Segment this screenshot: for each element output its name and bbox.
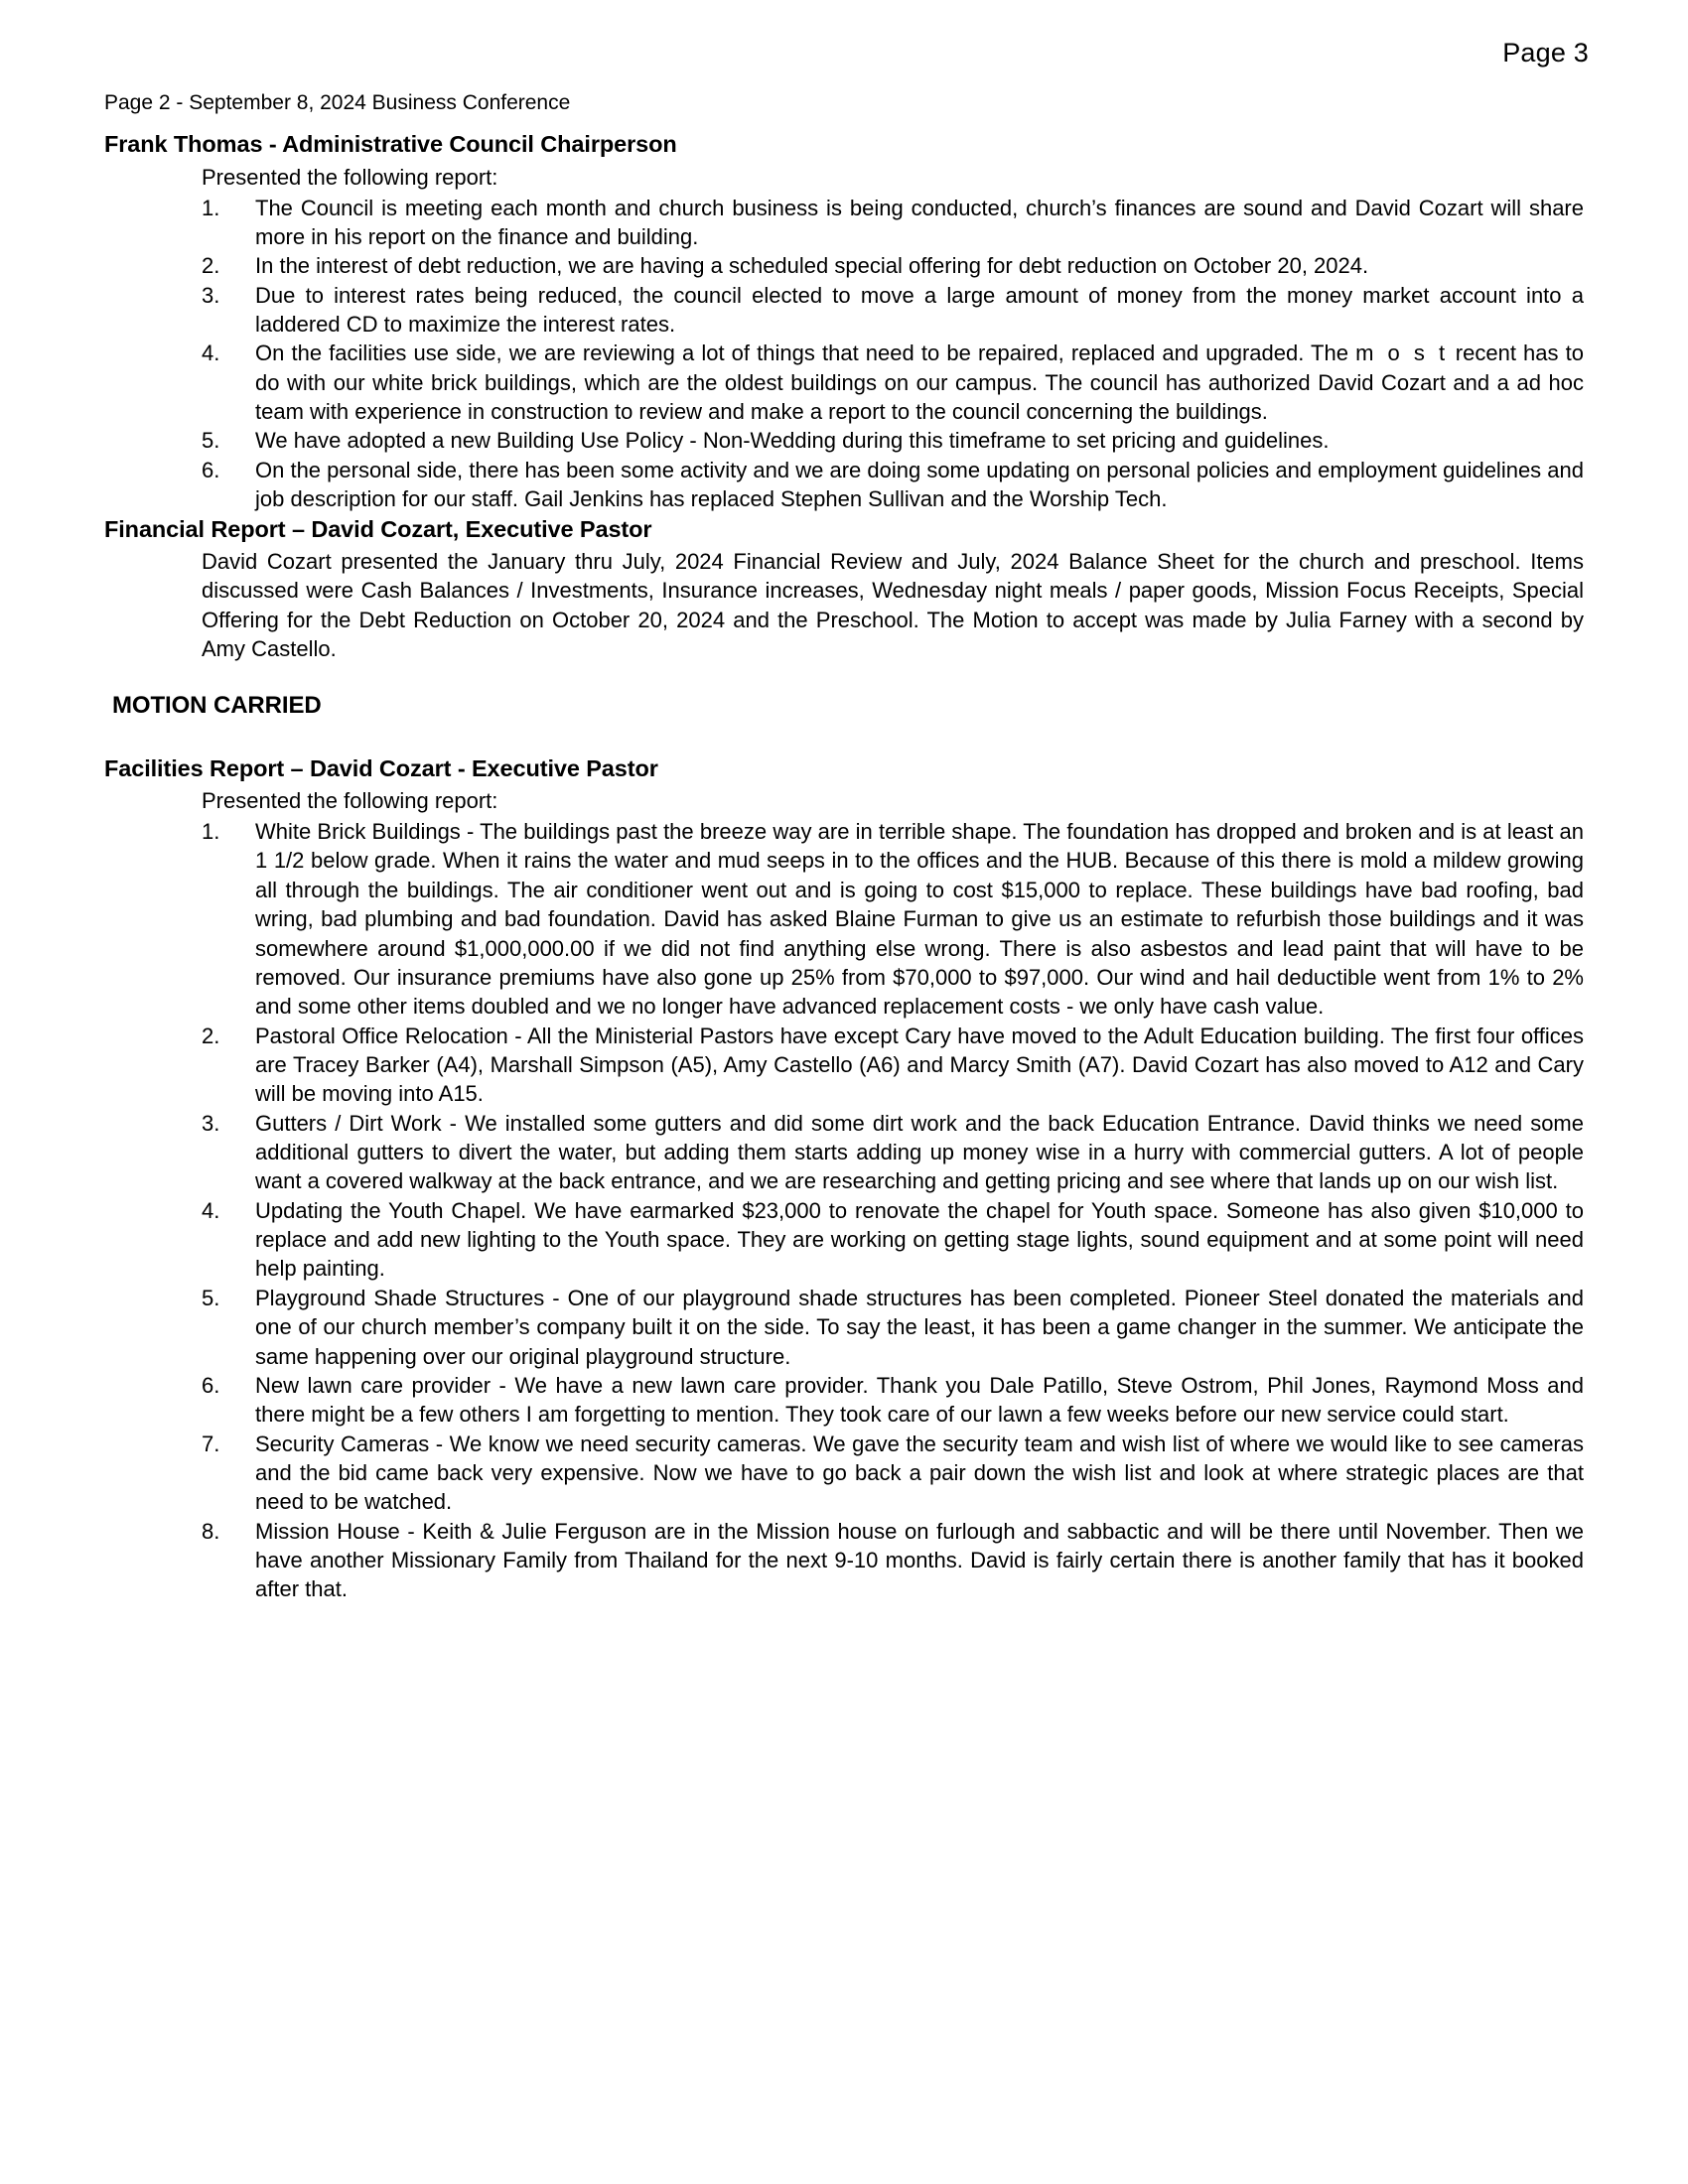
list-item-text: Due to interest rates being reduced, the council elected to move a large amount of money from the money market account into a laddered CD to maximize the interest rates.: [255, 282, 1584, 338]
list-item: [104, 251, 1584, 280]
page-header: [0, 0, 1688, 114]
facilities-lead-line: Presented the following report:: [202, 788, 498, 814]
list-item: [104, 1371, 1584, 1430]
list-item: [104, 817, 1584, 1022]
section-heading-council: Frank Thomas - Administrative Council Chairperson: [104, 131, 677, 157]
list-item-number: 5.: [202, 428, 220, 454]
list-item: [104, 339, 1584, 426]
list-item: [104, 1430, 1584, 1517]
list-item-number: 1.: [202, 819, 220, 845]
financial-report-paragraph: David Cozart presented the January thru July, 2024 Financial Review and July, 2024 Balance Sheet for the church and preschool. Items discussed were Cash Balances / Investments, Insurance increases, Wednesday night meals / paper goods, Mission Focus Receipts, Special Offering for the Debt Reduction on October 20, 2024 and the Preschool. The Motion to accept was made by Julia Farney with a second by Amy Castello.: [202, 549, 1584, 662]
list-item-number: 3.: [202, 282, 220, 308]
list-item-text: White Brick Buildings - The buildings past the breeze way are in terrible shape. The foundation has dropped and broken and is at least an 1 1/2 below grade. When it rains the water and mud seeps in to the offices and the HUB. Because of this there is mold a mildew growing all through the buildings. The air conditioner went out and is going to cost $15,000 to replace. These buildings have bad roofing, bad wring, bad plumbing and bad foundation. David has asked Blaine Furman to give us an estimate to refurbish those buildings and it was somewhere around $1,000,000.00 if we did not find anything else wrong. There is also asbestos and lead paint that will have to be removed. Our insurance premiums have also gone up 25% from $70,000 to $97,000. Our wind and hail deductible went from 1% to 2% and some other items doubled and we no longer have advanced replacement costs - we only have cash value.: [255, 819, 1584, 1020]
list-item-text-part2: recent has to do with our white brick buildings, which are the oldest buildings on our campus. The council has authorized David Cozart and a ad hoc team with experience in construction to review and make a report to the council concerning the buildings.: [255, 341, 1584, 425]
list-item-text: Mission House - Keith & Julie Ferguson are in the Mission house on furlough and sabbactic and will be there until November. Then we have another Missionary Family from Thailand for the next 9-10 months. David is fairly certain there is another family that has it booked after that.: [255, 1518, 1584, 1602]
section-heading-facilities: Facilities Report – David Cozart - Executive Pastor: [104, 754, 658, 781]
motion-status-carried: MOTION CARRIED: [112, 691, 322, 719]
list-item: [104, 1196, 1584, 1284]
list-item-number: 7.: [202, 1431, 220, 1456]
list-item: [104, 194, 1584, 252]
list-item: [104, 1109, 1584, 1196]
list-item-text-part1: On the facilities use side, we are reviewing a lot of things that need to be repaired, replaced and upgraded. The: [255, 341, 1356, 366]
facilities-report-list: [104, 817, 1584, 1604]
list-item-number: 2.: [202, 1023, 220, 1048]
page-number: Page 3: [1502, 38, 1589, 68]
list-item-text: [255, 339, 1584, 426]
list-item-number: 2.: [202, 253, 220, 279]
list-item-number: 5.: [202, 1285, 220, 1310]
list-item-text: The Council is meeting each month and church business is being conducted, church’s finances are sound and David Cozart will share more in his report on the finance and building.: [255, 195, 1584, 249]
list-item-number: 6.: [202, 457, 220, 482]
list-item: [104, 426, 1584, 455]
list-item-text: Gutters / Dirt Work - We installed some gutters and did some dirt work and the back Education Entrance. David thinks we need some additional gutters to divert the water, but adding them starts adding up money wise in a hurry with commercial gutters. A lot of people want a covered walkway at the back entrance, and we are researching and getting pricing and see where that lands up on our wish list.: [255, 1110, 1584, 1194]
list-item-number: 6.: [202, 1372, 220, 1398]
list-item-text: In the interest of debt reduction, we are having a scheduled special offering for debt reduction on October 20, 2024.: [255, 253, 1369, 279]
list-item: [104, 1517, 1584, 1604]
list-item-text: Updating the Youth Chapel. We have earmarked $23,000 to renovate the chapel for Youth space. Someone has also given $10,000 to replace and add new lighting to the Youth space. They are working on getting stage lights, sound equipment and at some point will need help painting.: [255, 1197, 1584, 1282]
council-report-list: [104, 194, 1584, 514]
list-item-number: 4.: [202, 341, 220, 366]
list-item-text: New lawn care provider - We have a new lawn care provider. Thank you Dale Patillo, Steve Ostrom, Phil Jones, Raymond Moss and there might be a few others I am forgetting to mention. They took care of our lawn a few weeks before our new service could start.: [255, 1372, 1584, 1428]
list-item: [104, 1284, 1584, 1371]
list-item-text: Pastoral Office Relocation - All the Ministerial Pastors have except Cary have moved to the Adult Education building. The first four offices are Tracey Barker (A4), Marshall Simpson (A5), Amy Castello (A6) and Marcy Smith (A7). David Cozart has also moved to A12 and Cary will be moving into A15.: [255, 1023, 1584, 1107]
list-item-text: Security Cameras - We know we need security cameras. We gave the security team and wish list of where we would like to see cameras and the bid came back very expensive. Now we have to go back a pair down the wish list and look at where strategic places are that need to be watched.: [255, 1431, 1584, 1515]
list-item-number: 8.: [202, 1518, 220, 1544]
list-item-text-emphasis: m o s t: [1355, 341, 1449, 366]
document-body: [104, 129, 1584, 1604]
list-item-text: On the personal side, there has been some activity and we are doing some updating on personal policies and employment guidelines and job description for our staff. Gail Jenkins has replaced Stephen Sullivan and the Worship Tech.: [255, 457, 1584, 512]
list-item: [104, 456, 1584, 514]
council-lead-line: Presented the following report:: [202, 164, 498, 190]
list-item-number: 4.: [202, 1197, 220, 1223]
section-heading-financial: Financial Report – David Cozart, Executive Pastor: [104, 515, 652, 542]
list-item-number: 1.: [202, 195, 220, 220]
list-item: [104, 1022, 1584, 1109]
list-item-text: We have adopted a new Building Use Policy - Non-Wedding during this timeframe to set pricing and guidelines.: [255, 428, 1330, 454]
list-item-number: 3.: [202, 1110, 220, 1136]
document-subheader: Page 2 - September 8, 2024 Business Conference: [104, 91, 571, 114]
list-item: [104, 281, 1584, 340]
list-item-text: Playground Shade Structures - One of our playground shade structures has been completed. Pioneer Steel donated the materials and one of our church member’s company built it on the side. To say the least, it has been a game changer in the summer. We anticipate the same happening over our original playground structure.: [255, 1285, 1584, 1369]
